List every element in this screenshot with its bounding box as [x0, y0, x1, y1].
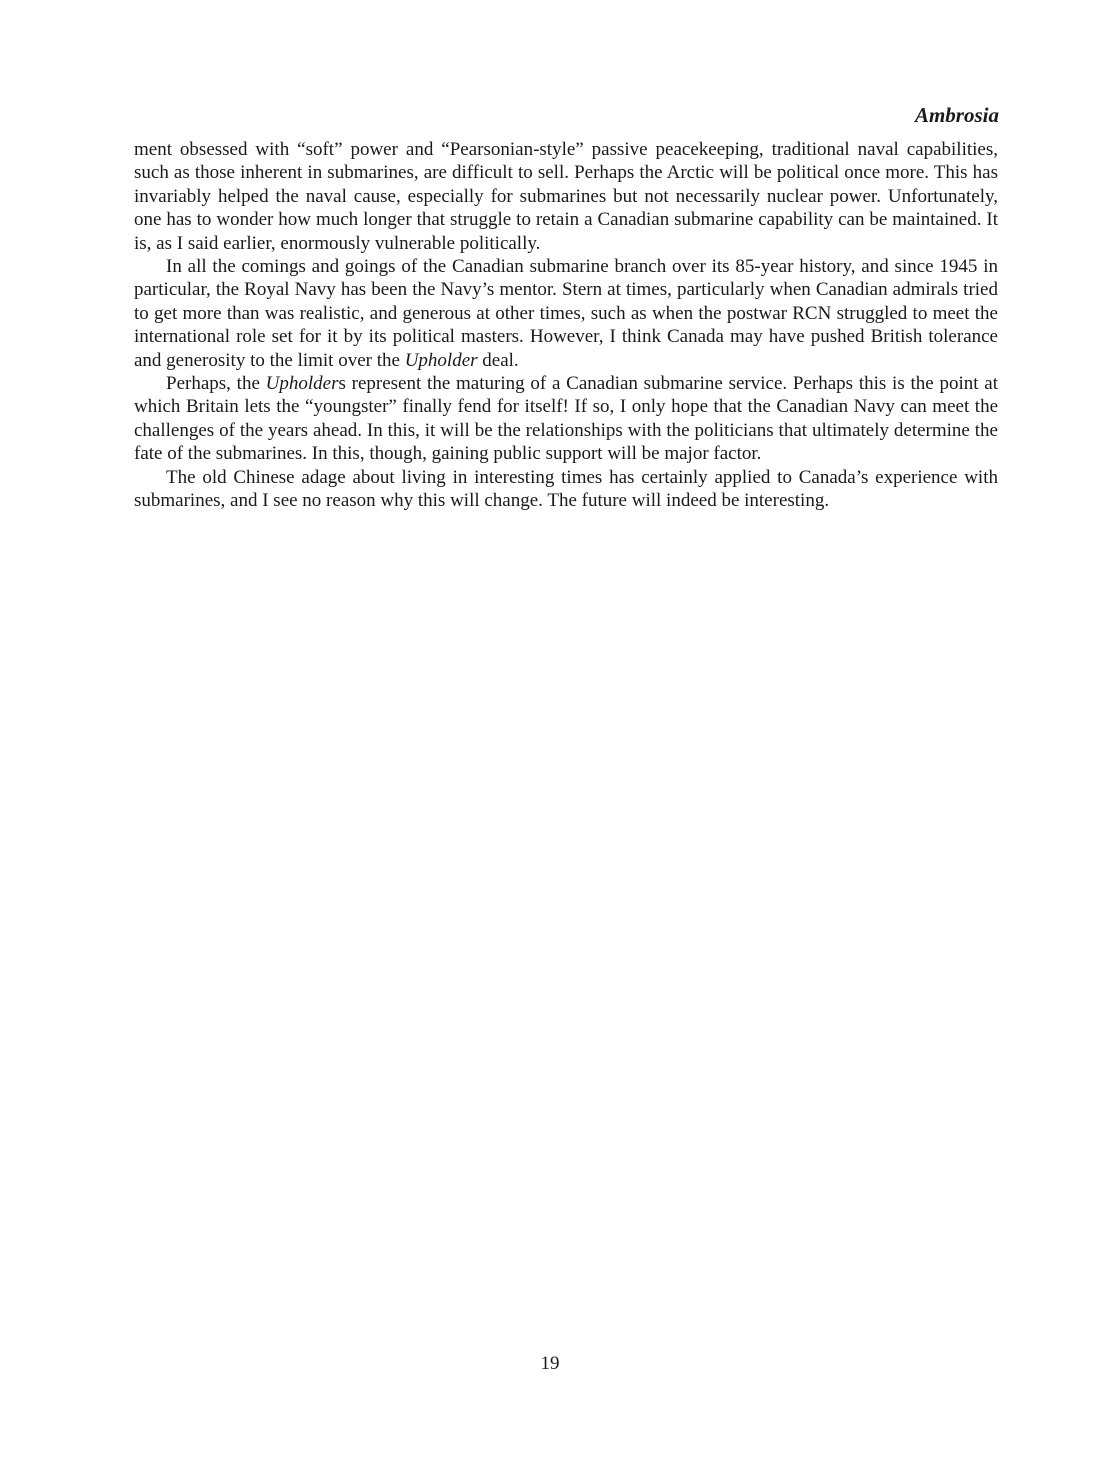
text-run: s represent the maturing of a Canadian submarine service. Perhaps this is the point at which Britain lets the “youngster” finally fend for itself! If so, I only hope that the Canadian Navy can meet the challenges of the years ahead. In this, it will be the relationships with the politicians that ultimately determine the fate of the submarines. In this, though, gaining public support will be major factor.	[134, 373, 998, 465]
paragraph	[134, 138, 998, 255]
text-run: Perhaps, the	[166, 373, 266, 395]
paragraph	[134, 466, 998, 513]
paragraph	[134, 372, 998, 466]
text-run: In all the comings and goings of the Canadian submarine branch over its 85-year history, and since 1945 in particular, the Royal Navy has been the Navy’s mentor. Stern at times, particularly when Canadian admirals tried to get more than was realistic, and generous at other times, such as when the postwar RCN struggled to meet the international role set for it by its political masters. However, I think Canada may have pushed British tolerance and generosity to the limit over the	[134, 256, 998, 371]
body-text	[134, 138, 998, 513]
text-run: ment obsessed with “soft” power and “Pearsonian-style” passive peacekeeping, traditional naval capabilities, such as those inherent in submarines, are difficult to sell. Perhaps the Arctic will be political once more. This has invariably helped the naval cause, especially for submarines but not necessarily nuclear power. Unfortunately, one has to wonder how much longer that struggle to retain a Canadian submarine capability can be maintained. It is, as I said earlier, enormously vulnerable politically.	[134, 139, 998, 254]
italic-text: Upholder	[265, 373, 339, 395]
running-header-title: Ambrosia	[914, 103, 999, 127]
paragraph	[134, 255, 998, 372]
italic-text: Upholder	[404, 349, 478, 371]
page-number: 19	[540, 1353, 560, 1374]
text-run: deal.	[477, 349, 519, 371]
text-run: The old Chinese adage about living in interesting times has certainly applied to Canada’s experience with submarines, and I see no reason why this will change. The future will indeed be interesting.	[134, 466, 998, 512]
